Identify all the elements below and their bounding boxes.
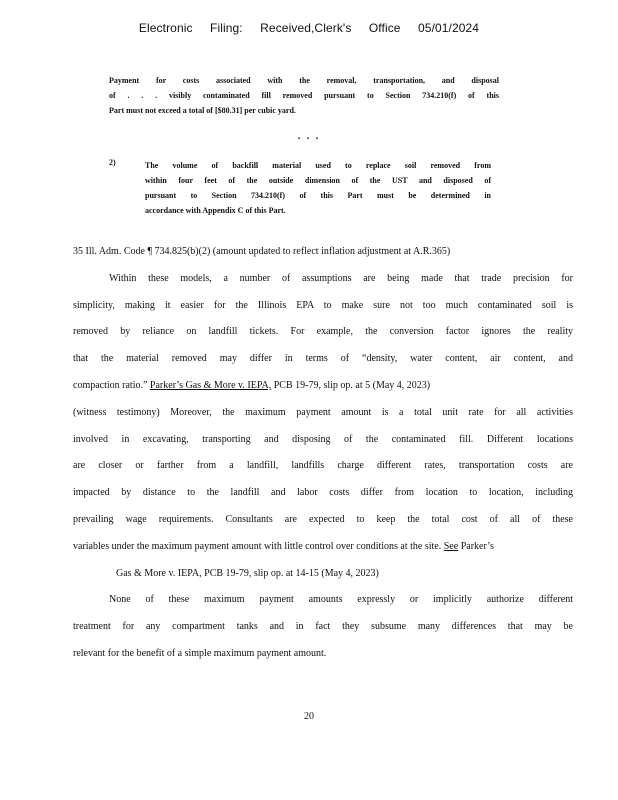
quote-item-number: 2) <box>109 158 116 167</box>
paragraph-line: that the material removed may differ in terms of “density, water content, air content, and <box>73 353 573 365</box>
paragraph-line: Gas & More v. IEPA, PCB 19-79, slip op. at 14-15 (May 4, 2023) <box>116 567 379 579</box>
block-quote-backfill <box>145 158 491 218</box>
paragraph-line <box>73 534 573 561</box>
quote-line: of . . . visibly contaminated fill removed pursuant to Section 734.210(f) of this <box>109 91 499 100</box>
quote-line: accordance with Appendix C of this Part. <box>145 206 286 215</box>
paragraph-line <box>73 373 573 400</box>
block-quote-payment <box>109 73 499 118</box>
page-number: 20 <box>304 711 314 722</box>
ellipsis: . . . <box>297 131 321 142</box>
body-text <box>73 239 573 668</box>
text-run: PCB 19-79, slip op. at 5 (May 4, 2023) <box>271 379 431 391</box>
paragraph-line: removed by reliance on landfill tickets. For example, the conversion factor ignores the reality <box>73 326 573 338</box>
paragraph-line: Within these models, a number of assumptions are being made that trade precision for <box>109 272 573 284</box>
paragraph-line: involved in excavating, transporting and disposing of the contaminated fill. Different locations <box>73 433 573 445</box>
text-run: variables under the maximum payment amount with little control over conditions at the site. <box>73 540 444 552</box>
case-citation: Parker’s Gas & More v. IEPA, <box>149 379 272 391</box>
see-signal: See <box>443 540 459 552</box>
filing-header: Electronic Filing: Received,Clerk's Office 05/01/2024 <box>138 21 480 35</box>
text-run: compaction ratio.” <box>73 379 150 391</box>
paragraph-line: treatment for any compartment tanks and in fact they subsume many differences that may be <box>73 621 573 633</box>
quote-line: Payment for costs associated with the removal, transportation, and disposal <box>109 76 499 85</box>
paragraph-line: are closer or farther from a landfill, landfills charge different rates, transportation costs are <box>73 460 573 472</box>
quote-line: pursuant to Section 734.210(f) of this Part must be determined in <box>145 191 491 200</box>
paragraph-line: relevant for the benefit of a simple maximum payment amount. <box>73 647 327 659</box>
paragraph-line: prevailing wage requirements. Consultants are expected to keep the total cost of all of these <box>73 513 573 525</box>
quote-line: The volume of backfill material used to replace soil removed from <box>145 161 491 170</box>
paragraph-line: (witness testimony) Moreover, the maximum payment amount is a total unit rate for all activities <box>73 406 573 418</box>
paragraph-line: None of these maximum payment amounts expressly or implicitly authorize different <box>109 594 573 606</box>
quote-line: within four feet of the outside dimension of the UST and disposed of <box>145 176 491 185</box>
quote-line: Part must not exceed a total of [$80.31] per cubic yard. <box>109 106 296 115</box>
paragraph-line: simplicity, making it easier for the Illinois EPA to make sure not too much contaminated soil is <box>73 299 573 311</box>
text-run: Parker’s <box>458 540 494 552</box>
paragraph-line: impacted by distance to the landfill and labor costs differ from location to location, including <box>73 487 573 499</box>
citation-line: 35 Ill. Adm. Code ¶ 734.825(b)(2) (amount updated to reflect inflation adjustment at A.R.365) <box>73 246 451 257</box>
